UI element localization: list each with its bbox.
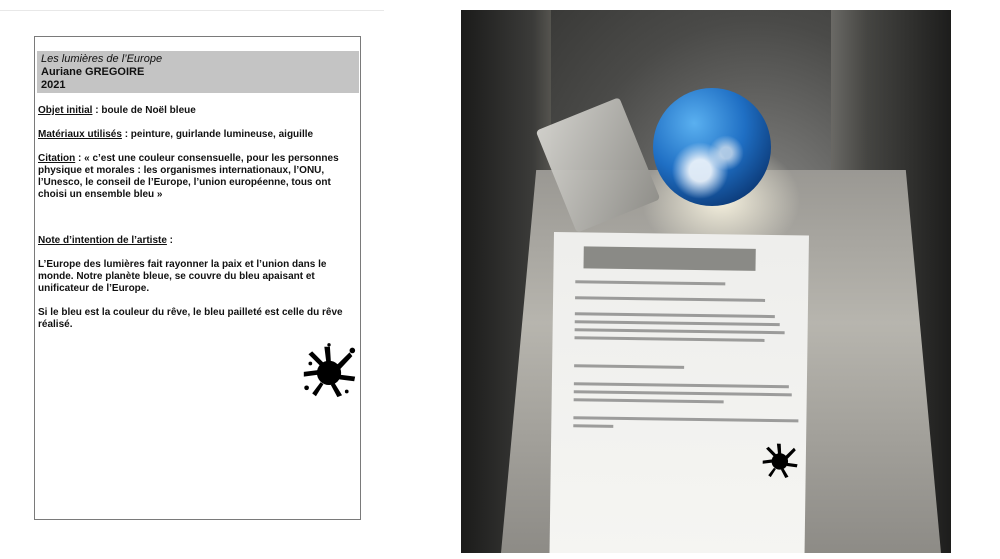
photographed-document [550,232,809,553]
citation-line [38,153,360,201]
exhibit-photo [461,10,951,553]
objet-value: : boule de Noël bleue [92,105,196,116]
objet-line [38,105,360,117]
document-title: Les lumières de l’Europe [41,53,163,65]
materiaux-label: Matériaux utilisés [38,129,122,140]
citation-label: Citation [38,153,76,164]
paragraph-1: L’Europe des lumières fait rayonner la paix et l’union dans le monde. Notre planète bleue, se couvre du bleu apaisant et unificateur de l’Europe. [38,259,327,294]
top-divider [0,10,384,11]
note-line [38,235,360,247]
citation-value: : « c’est une couleur consensuelle, pour les personnes physique et morales : les organismes internationaux, l’ONU, l’Unesco, le conseil de l’Europe, l’union européenne, tous ont choisi un ensemble bleu » [38,153,339,200]
document-body [38,105,360,343]
ink-splat-icon [301,343,357,399]
blue-christmas-ball [653,88,771,206]
note-suffix: : [166,235,174,246]
note-label: Note d’intention de l’artiste [38,235,167,246]
paragraph-2: Si le bleu est la couleur du rêve, le bleu pailleté est celle du rêve réalisé. [38,307,343,330]
objet-label: Objet initial [38,105,93,116]
document-header [37,51,359,93]
document-year: 2021 [41,79,66,91]
materiaux-value: : peinture, guirlande lumineuse, aiguille [121,129,314,140]
materiaux-line [38,129,360,141]
document-author: Auriane GREGOIRE [41,66,145,78]
document-page [34,36,361,520]
ink-splat-icon [761,441,800,480]
